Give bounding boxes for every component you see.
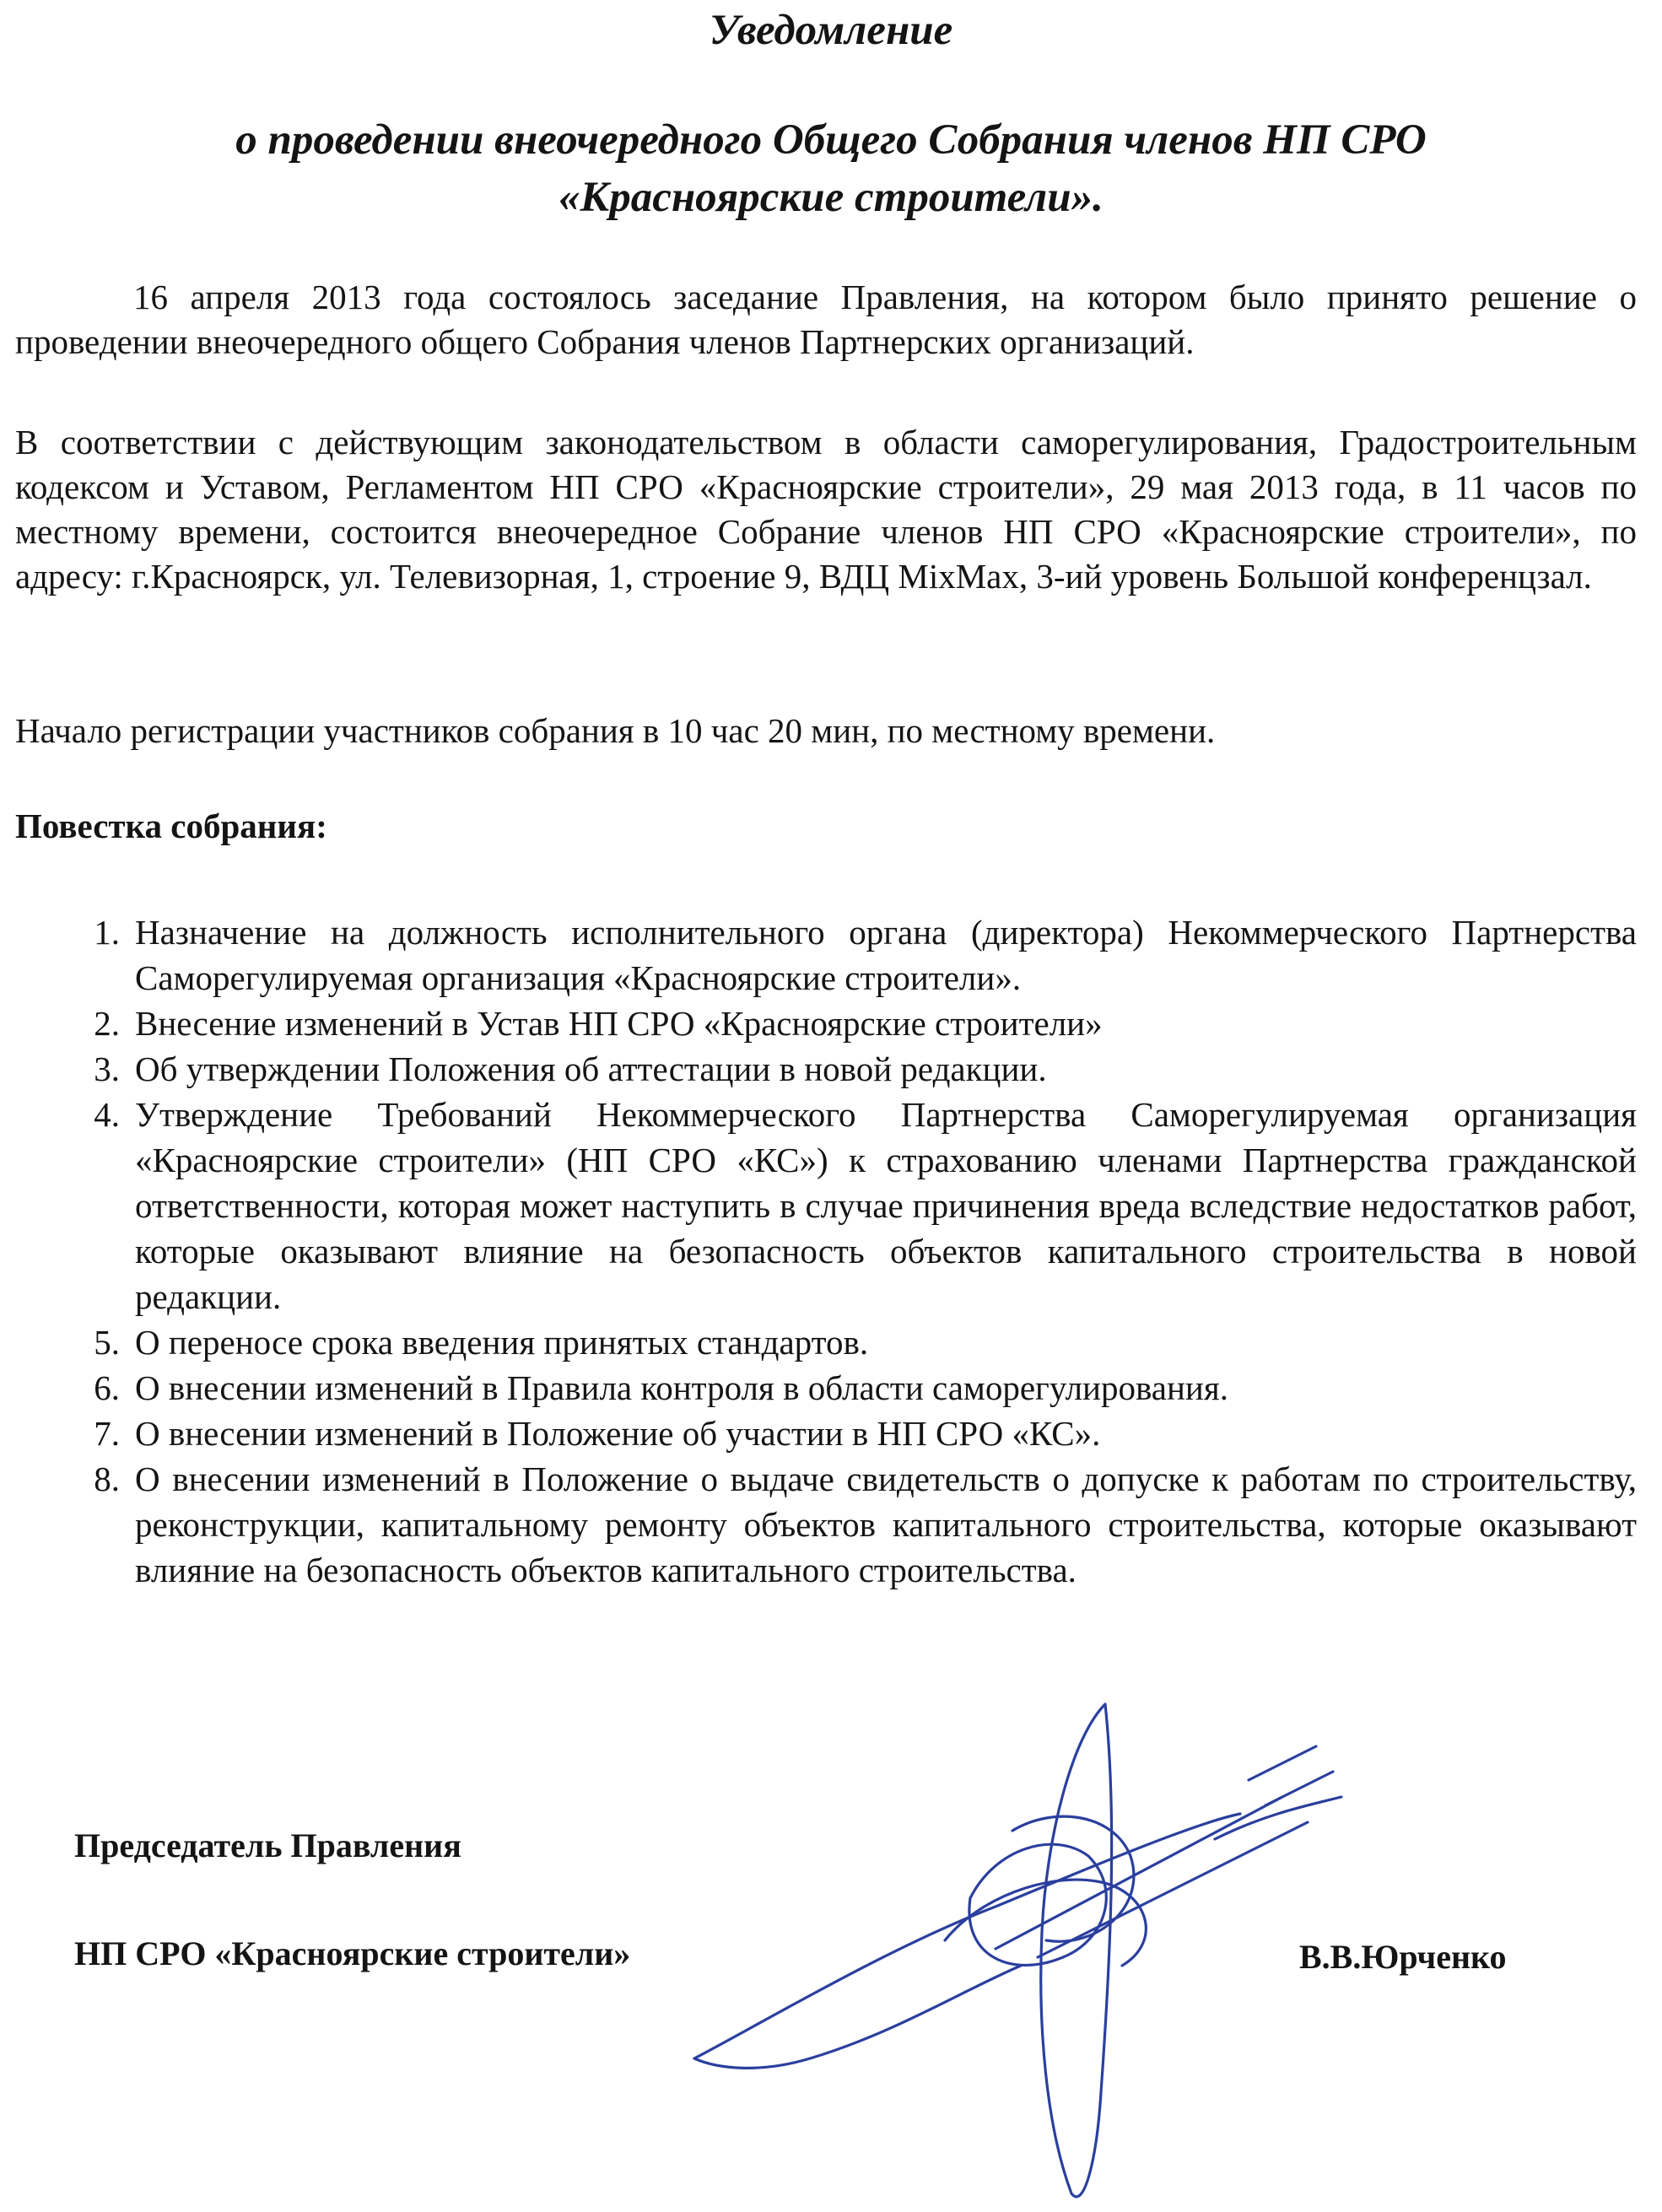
signatory-position: Председатель Правления (74, 1826, 461, 1864)
agenda-item-number: 6. (94, 1368, 120, 1407)
agenda-item-number: 1. (94, 913, 120, 952)
signature-stroke (1249, 1746, 1316, 1780)
agenda-item (94, 909, 1637, 1001)
signature-stroke (1215, 1797, 1341, 1839)
agenda-item (94, 1365, 1637, 1411)
document-subtitle-line2: «Красноярские строители». (558, 174, 1104, 221)
signatory-organization: НП СРО «Красноярские строители» (74, 1934, 631, 1972)
agenda-item-text: Внесение изменений в Устав НП СРО «Красноярские строители» (135, 1004, 1103, 1043)
document-title: Уведомление (709, 7, 953, 54)
agenda-item (94, 1001, 1637, 1046)
agenda-heading: Повестка собрания: (15, 807, 327, 845)
signature-stroke (1012, 1816, 1134, 1941)
agenda-item-text: Об утверждении Положения об аттестации в новой редакции. (135, 1049, 1047, 1088)
agenda-item-text: О внесении изменений в Положение о выдаче свидетельств о допуске к работам по строительству, реконструкции, капитальному ремонту объектов капитального строительства, которые оказывают влияние на безопасность объектов капитального строительства. (135, 1459, 1637, 1589)
signature-stroke (996, 1797, 1282, 1949)
agenda-list (94, 909, 1637, 1593)
signature-stroke (694, 1814, 1240, 2058)
signature-stroke (694, 1966, 1021, 2068)
agenda-item-text: Назначение на должность исполнительного органа (директора) Некоммерческого Партнерства Саморегулируемая организация «Красноярские строители». (135, 913, 1637, 997)
agenda-item (94, 1456, 1637, 1593)
agenda-item-text: Утверждение Требований Некоммерческого Партнерства Саморегулируемая организация «Красноярские строители» (НП СРО «КС») к страхованию членами Партнерства гражданской ответственности, которая может наступить в случае причинения вреда вследствие недостатков работ, которые оказывают влияние на безопасность объектов капитального строительства в новой редакции. (135, 1095, 1637, 1316)
signature-stroke (1041, 1704, 1112, 2197)
signature-stroke (1265, 1772, 1333, 1805)
intro-paragraph: 16 апреля 2013 года состоялось заседание Правления, на котором было принято решение о проведении внеочередного общего Собрания членов Партнерских организаций. (15, 278, 1637, 361)
signatory-name: В.В.Юрченко (1299, 1938, 1507, 1976)
agenda-item-text: О переносе срока введения принятых стандартов. (135, 1323, 869, 1362)
agenda-item-number: 2. (94, 1004, 120, 1043)
agenda-item-number: 5. (94, 1323, 120, 1362)
agenda-item-number: 4. (94, 1095, 120, 1134)
agenda-item-text: О внесении изменений в Правила контроля в области саморегулирования. (135, 1368, 1228, 1407)
document-subtitle-line1: о проведении внеочередного Общего Собрания членов НП СРО (235, 116, 1427, 164)
agenda-item (94, 1046, 1637, 1092)
agenda-item (94, 1411, 1637, 1456)
agenda-item (94, 1092, 1637, 1319)
agenda-item (94, 1319, 1637, 1365)
registration-paragraph: Начало регистрации участников собрания в 10 час 20 мин, по местному времени. (15, 711, 1216, 750)
agenda-item-number: 3. (94, 1049, 120, 1088)
signature-stroke (945, 1880, 1146, 1966)
agenda-item-number: 7. (94, 1414, 120, 1453)
signature-stroke (1038, 1822, 1308, 1957)
agenda-item-number: 8. (94, 1459, 120, 1498)
meeting-details-paragraph: В соответствии с действующим законодательством в области саморегулирования, Градостроительным кодексом и Уставом, Регламентом НП СРО «Красноярские строители», 29 мая 2013 года, в 11 часов по местному времени, состоится внеочередное Собрание членов НП СРО «Красноярские строители», по адресу: г.Красноярск, ул. Телевизорная, 1, строение 9, ВДЦ MixMax, 3-ий уровень Большой конференцзал. (15, 423, 1637, 596)
signature-stroke (969, 1844, 1106, 1965)
agenda-item-text: О внесении изменений в Положение об участии в НП СРО «КС». (135, 1414, 1101, 1453)
